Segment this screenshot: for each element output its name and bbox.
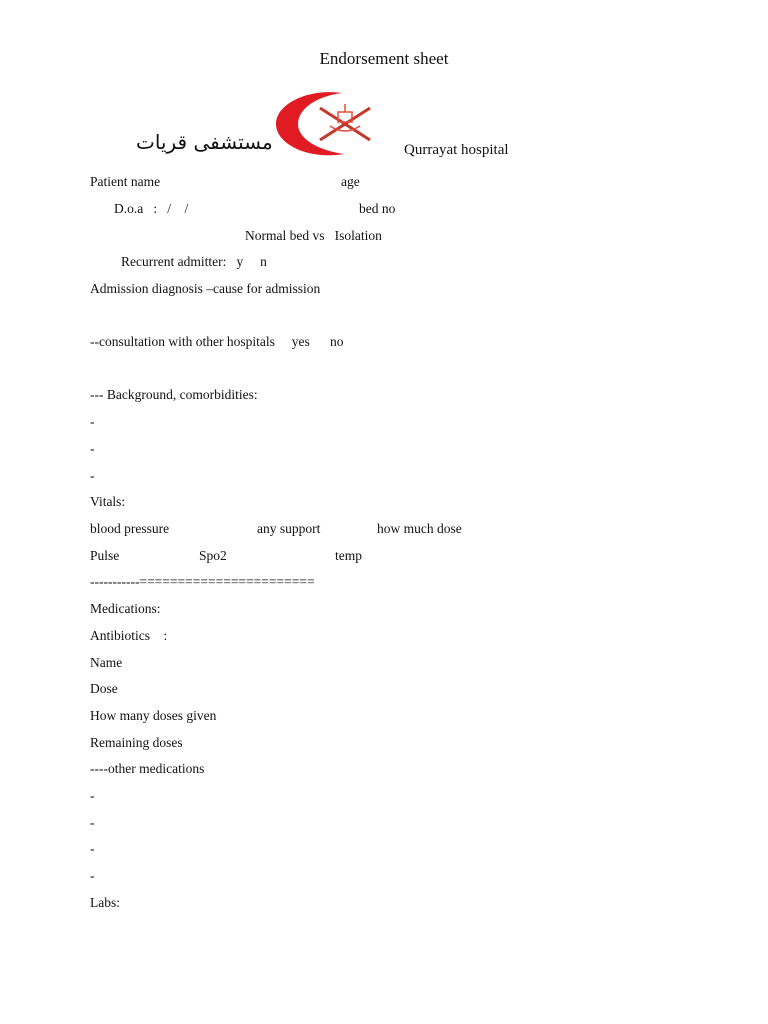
bed-type-label: Normal bed vs Isolation: [245, 228, 382, 243]
any-support-label: any support: [257, 521, 321, 536]
divider-line: -----------=======================: [90, 574, 315, 589]
hospital-logo-icon: [272, 90, 396, 158]
vitals-label: Vitals:: [90, 494, 126, 509]
hospital-name-english: Qurrayat hospital: [404, 142, 509, 158]
hospital-name-arabic: مستشفى قريات: [136, 130, 273, 154]
background-item: -: [90, 468, 95, 483]
blood-pressure-label: blood pressure: [90, 521, 170, 536]
spo2-label: Spo2: [199, 548, 227, 563]
doses-given-label: How many doses given: [90, 708, 217, 723]
recurrent-admitter-label: Recurrent admitter: y n: [121, 254, 267, 269]
medication-item: -: [90, 815, 95, 830]
age-label: age: [341, 174, 360, 189]
patient-name-label: Patient name: [90, 174, 161, 189]
admission-diagnosis-label: Admission diagnosis –cause for admission: [90, 281, 321, 296]
background-label: --- Background, comorbidities:: [90, 387, 258, 402]
pulse-label: Pulse: [90, 548, 120, 563]
dose-amount-label: how much dose: [377, 521, 462, 536]
consultation-label: --consultation with other hospitals yes no: [90, 334, 344, 349]
medication-item: -: [90, 841, 95, 856]
labs-label: Labs:: [90, 895, 120, 910]
medication-item: -: [90, 868, 95, 883]
other-medications-label: ----other medications: [90, 761, 205, 776]
background-item: -: [90, 414, 95, 429]
antibiotics-label: Antibiotics :: [90, 628, 168, 643]
page-title: Endorsement sheet: [319, 49, 449, 68]
medications-label: Medications:: [90, 601, 161, 616]
antibiotic-dose-label: Dose: [90, 681, 118, 696]
medication-item: -: [90, 788, 95, 803]
background-item: -: [90, 441, 95, 456]
temp-label: temp: [335, 548, 362, 563]
bed-no-label: bed no: [359, 201, 396, 216]
remaining-doses-label: Remaining doses: [90, 735, 183, 750]
antibiotic-name-label: Name: [90, 655, 123, 670]
doa-label: D.o.a : / /: [114, 201, 189, 216]
